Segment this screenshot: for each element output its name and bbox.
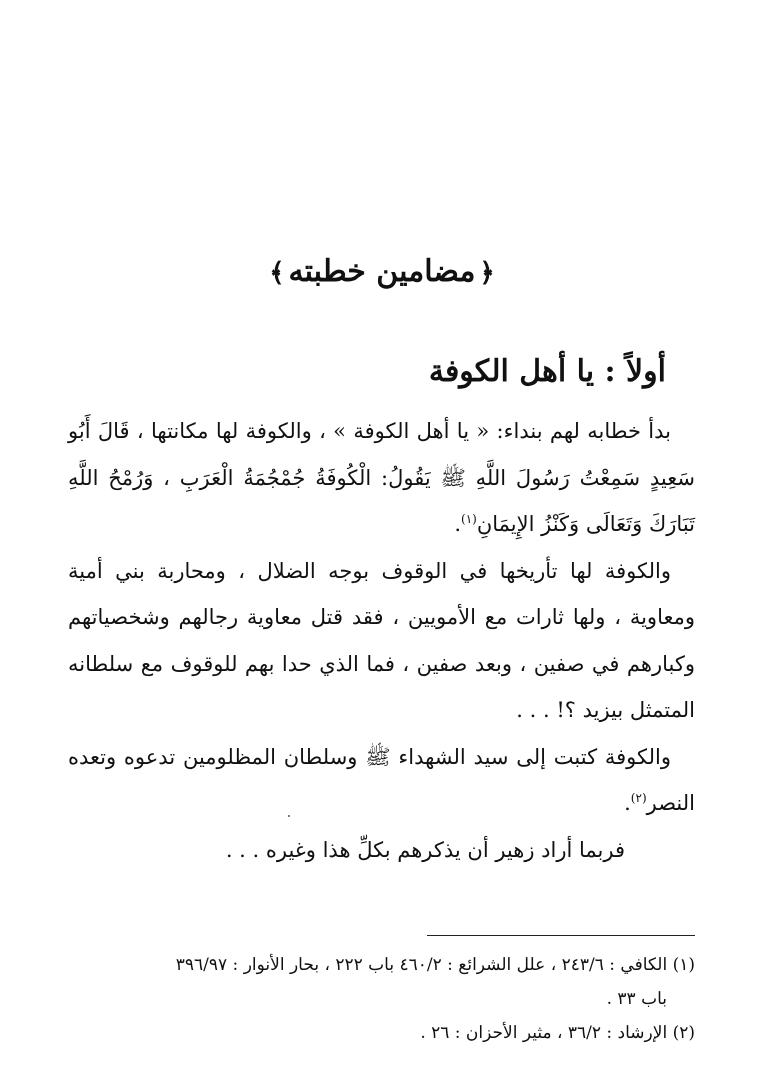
footnotes bbox=[68, 948, 695, 1050]
footnote-2: (٢) الإرشاد : ٣٦/٢ ، مثير الأحزان : ٢٦ . bbox=[420, 1023, 695, 1043]
paragraph-3 bbox=[68, 734, 695, 827]
chapter-title-text: مضامين خطبته bbox=[288, 254, 476, 289]
paragraph-1-end: . bbox=[454, 512, 462, 536]
footnote-1-continued: باب ٣٣ . bbox=[606, 989, 667, 1009]
paragraph-3-text: والكوفة كتبت إلى سيد الشهداء ﷺ وسلطان المظلومين تدعوه وتعده النصر bbox=[68, 744, 695, 815]
paragraph-3-end: . bbox=[624, 791, 631, 815]
footnote-1: (١) الكافي : ٢٤٣/٦ ، علل الشرائع : ٤٦٠/٢ باب ٢٢٢ ، بحار الأنوار : ٣٩٦/٩٧ bbox=[175, 955, 695, 975]
section-heading: أولاً : يا أهل الكوفة bbox=[428, 354, 666, 389]
footnote-ref-2[interactable]: (٢) bbox=[630, 791, 647, 805]
chapter-title bbox=[0, 250, 764, 295]
footnote-divider bbox=[427, 935, 695, 936]
paragraph-1-text: بدأ خطابه لهم بنداء: « يا أهل الكوفة » ، والكوفة لها مكانتها ، قَالَ أَبُو سَعِيدٍ سَمِعْتُ رَسُولَ اللَّهِ ﷺ يَقُولُ: الْكُوفَةُ جُمْجُمَةُ الْعَرَبِ ، وَرُمْحُ اللَّهِ تَبَارَكَ وَتَعَالَى وَكَنْزُ الإِيمَانِ bbox=[68, 419, 695, 536]
print-speck bbox=[288, 815, 290, 817]
body-text bbox=[68, 408, 695, 873]
paragraph-1 bbox=[68, 408, 695, 548]
ornament-right-icon: ﴿ bbox=[479, 258, 495, 288]
paragraph-4: فربما أراد زهير أن يذكرهم بكلِّ هذا وغيره . . . bbox=[225, 837, 625, 862]
ornament-left-icon: ﴾ bbox=[269, 258, 285, 288]
paragraph-2: والكوفة لها تأريخها في الوقوف بوجه الضلال ، ومحاربة بني أمية ومعاوية ، ولها ثارات مع الأمويين ، فقد قتل معاوية رجالهم وشخصياتهم وكبارهم في صفين ، وبعد صفين ، فما الذي حدا بهم للوقوف مع سلطانه المتمثل بيزيد ؟! . . . bbox=[68, 558, 695, 722]
footnote-ref-1[interactable]: (١) bbox=[461, 512, 477, 526]
